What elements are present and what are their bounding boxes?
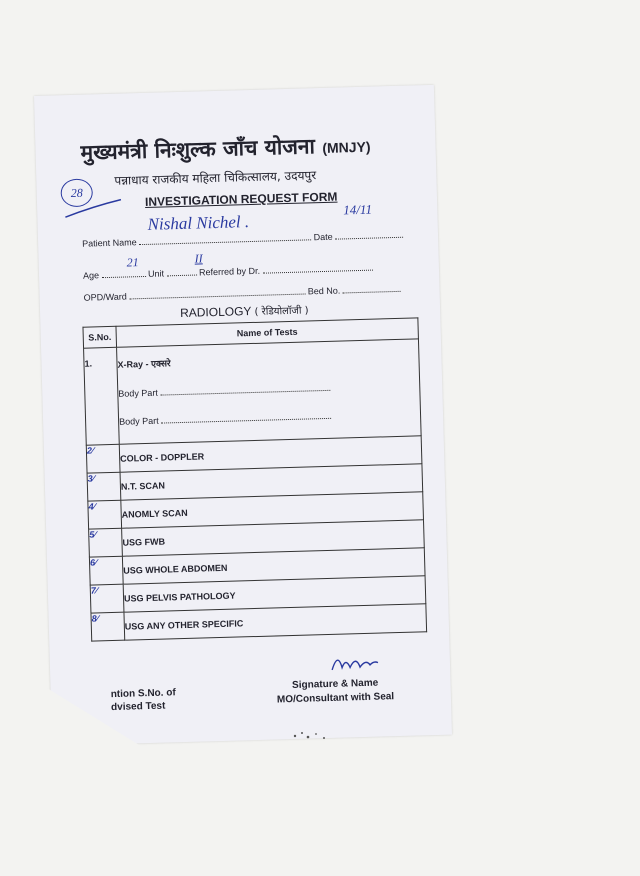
opd-bed-field (83, 282, 400, 303)
row-number: 7⁄ (90, 584, 124, 613)
patient-name-label: Patient Name (82, 237, 137, 249)
age-label: Age (82, 270, 100, 281)
ink-speck-icon (290, 728, 330, 742)
row-number: 3⁄ (87, 472, 121, 501)
row-number (84, 347, 120, 445)
date-label: Date (313, 231, 333, 243)
section-title-hindi: ( रेडियोलॉजी ) (254, 305, 309, 318)
row-test-name: COLOR - DOPPLER (119, 436, 422, 472)
row-test-name: USG WHOLE ABDOMEN (122, 548, 425, 584)
row-number: 6⁄ (89, 556, 123, 585)
xray-label: X-Ray - एक्सरे (117, 358, 171, 370)
folded-corner (34, 680, 144, 748)
opd-label: OPD/Ward (83, 291, 127, 303)
row-number: 5⁄ (89, 528, 123, 557)
unit-label: Unit (147, 268, 165, 279)
table-row (84, 339, 422, 445)
row-test-name: USG PELVIS PATHOLOGY (123, 576, 426, 612)
age-value: 21 (126, 255, 139, 270)
scheme-title (80, 131, 371, 167)
xray-cell (117, 339, 422, 444)
xray-number: 1. (84, 358, 93, 369)
scheme-title-hindi: मुख्यमंत्री निःशुल्क जाँच योजना (80, 134, 316, 165)
bed-label: Bed No. (307, 285, 341, 297)
unit-value: II (194, 251, 203, 266)
col-sno: S.No. (83, 326, 117, 348)
body-part-2: Body Part (119, 406, 420, 426)
patient-name-value: Nishal Nichel . (147, 212, 250, 234)
scheme-abbr: (MNJY) (322, 138, 371, 156)
referred-label: Referred by Dr. (198, 265, 261, 278)
signature-icon (330, 649, 381, 676)
section-title (180, 302, 309, 320)
body-part-1: Body Part (118, 378, 419, 398)
row-number: 8⁄ (91, 612, 125, 641)
section-title-en: RADIOLOGY (179, 304, 252, 321)
circled-number: 28 (60, 178, 93, 207)
signature-block: Signature & Name MO/Consultant with Seal (276, 677, 395, 706)
row-test-name: USG FWB (122, 520, 425, 556)
form-title: INVESTIGATION REQUEST FORM (144, 189, 338, 209)
request-form (34, 85, 452, 746)
row-number: 2⁄ (86, 444, 120, 473)
date-value: 14/11 (343, 201, 373, 218)
row-test-name: ANOMLY SCAN (121, 492, 424, 528)
row-test-name: N.T. SCAN (120, 464, 423, 500)
col-name: Name of Tests (116, 318, 418, 347)
pen-stroke-icon (63, 198, 124, 220)
footer-note: ntion S.No. of dvised Test (110, 687, 176, 714)
row-test-name: USG ANY OTHER SPECIFIC (124, 604, 427, 640)
tests-table (82, 317, 427, 641)
row-number: 4⁄ (88, 500, 122, 529)
hospital-name: पन्नाधाय राजकीय महिला चिकित्सालय, उदयपुर (114, 168, 317, 188)
